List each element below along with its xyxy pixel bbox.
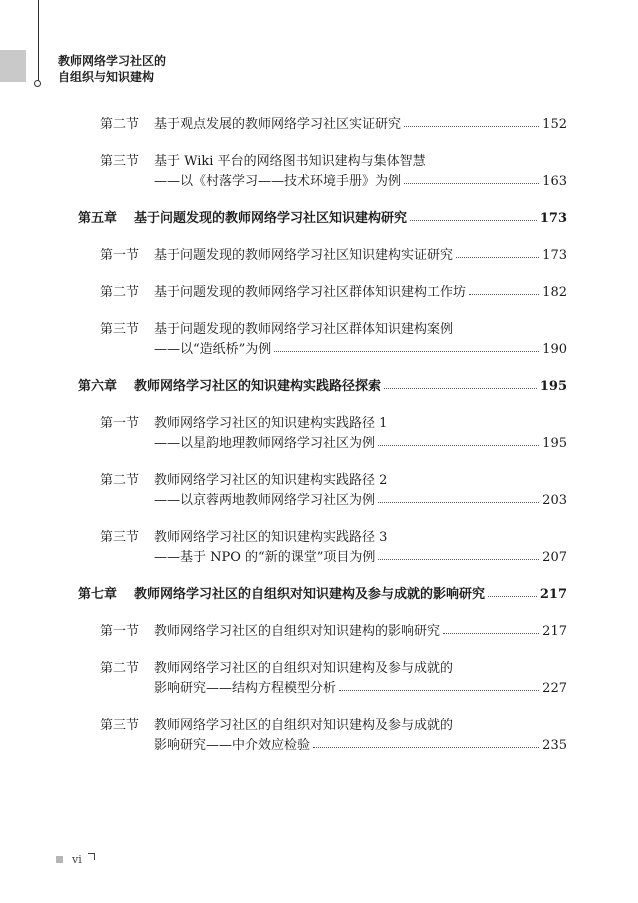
- toc-page-number: 190: [542, 342, 567, 357]
- toc-entry-title: 教师网络学习社区的知识建构实践路径 2: [154, 473, 388, 488]
- toc-entry-label: 第三节: [100, 322, 140, 337]
- running-head-line-1: 教师网络学习社区的: [58, 54, 167, 68]
- toc-entry-title: 教师网络学习社区的自组织对知识建构及参与成就的影响研究: [134, 587, 486, 602]
- toc-entry-title: 基于问题发现的教师网络学习社区知识建构实证研究: [154, 248, 454, 263]
- toc-leader-dots: [443, 633, 539, 634]
- toc-section-entry: [78, 525, 567, 565]
- toc-leader-dots: [378, 445, 539, 446]
- toc-entry-label: 第三节: [100, 718, 140, 733]
- toc-leader-dots: [378, 559, 539, 560]
- toc-section-entry: [78, 656, 567, 696]
- running-head-line-2: 自组织与知识建构: [58, 70, 155, 84]
- toc-chapter-entry: [78, 374, 567, 394]
- toc-leader-dots: [456, 257, 539, 258]
- toc-chapter-entry: [78, 582, 567, 602]
- toc-section-entry: [78, 619, 567, 639]
- toc-page-number: 207: [542, 550, 567, 565]
- toc-leader-dots: [384, 388, 537, 389]
- toc-entry-title: 基于观点发展的教师网络学习社区实证研究: [154, 117, 402, 132]
- toc-entry-subtitle: ——以星韵地理教师网络学习社区为例: [154, 436, 376, 451]
- toc-page-number: 152: [542, 117, 567, 132]
- toc-entry-label: 第二节: [100, 661, 140, 676]
- toc-entry-title: 基于 Wiki 平台的网络图书知识建构与集体智慧: [154, 154, 426, 169]
- toc-page-number: 182: [542, 285, 567, 300]
- toc-entry-subtitle: 影响研究——结构方程模型分析: [154, 681, 337, 696]
- table-of-contents: [78, 112, 567, 770]
- toc-entry-label: 第一节: [100, 416, 140, 431]
- toc-entry-title: 教师网络学习社区的自组织对知识建构的影响研究: [154, 624, 441, 639]
- toc-entry-subtitle: ——以京蓉两地教师网络学习社区为例: [154, 493, 376, 508]
- toc-entry-title: 基于问题发现的教师网络学习社区群体知识建构案例: [154, 322, 454, 337]
- toc-entry-label: 第六章: [78, 379, 118, 394]
- toc-leader-dots: [469, 294, 539, 295]
- toc-leader-dots: [488, 596, 537, 597]
- toc-entry-label: 第二节: [100, 473, 140, 488]
- toc-page-number: 235: [542, 738, 567, 753]
- page-number: vi: [72, 853, 82, 866]
- toc-page-number: 203: [542, 493, 567, 508]
- toc-section-entry: [78, 468, 567, 508]
- toc-entry-title: 基于问题发现的教师网络学习社区群体知识建构工作坊: [154, 285, 467, 300]
- toc-entry-label: 第三节: [100, 154, 140, 169]
- toc-entry-title: 教师网络学习社区的自组织对知识建构及参与成就的: [154, 718, 454, 733]
- toc-entry-title: 教师网络学习社区的知识建构实践路径 3: [154, 530, 388, 545]
- toc-page-number: 217: [539, 587, 567, 602]
- toc-section-entry: [78, 149, 567, 189]
- footer-square-marker: [56, 856, 63, 863]
- toc-leader-dots: [274, 351, 539, 352]
- toc-entry-subtitle: ——以“造纸桥”为例: [154, 342, 272, 357]
- footer-corner-mark: [88, 853, 95, 860]
- toc-section-entry: [78, 411, 567, 451]
- toc-leader-dots: [404, 183, 539, 184]
- toc-section-entry: [78, 112, 567, 132]
- toc-entry-title: 教师网络学习社区的知识建构实践路径 1: [154, 416, 388, 431]
- toc-entry-subtitle: ——基于 NPO 的“新的课堂”项目为例: [154, 550, 376, 565]
- toc-leader-dots: [404, 126, 539, 127]
- toc-entry-label: 第三节: [100, 530, 140, 545]
- page-footer: [56, 853, 95, 866]
- toc-leader-dots: [339, 690, 539, 691]
- toc-section-entry: [78, 713, 567, 753]
- toc-leader-dots: [410, 220, 537, 221]
- toc-page-number: 195: [542, 436, 567, 451]
- running-head: [58, 53, 166, 85]
- toc-page-number: 227: [542, 681, 567, 696]
- toc-entry-label: 第五章: [78, 211, 118, 226]
- toc-leader-dots: [313, 747, 539, 748]
- toc-entry-label: 第二节: [100, 285, 140, 300]
- toc-section-entry: [78, 317, 567, 357]
- toc-entry-label: 第七章: [78, 587, 118, 602]
- toc-entry-label: 第一节: [100, 624, 140, 639]
- margin-rule-dot: [34, 80, 41, 87]
- toc-entry-title: 基于问题发现的教师网络学习社区知识建构研究: [134, 211, 408, 226]
- toc-page-number: 173: [542, 248, 567, 263]
- toc-page-number: 217: [542, 624, 567, 639]
- toc-chapter-entry: [78, 206, 567, 226]
- toc-page-number: 195: [539, 379, 567, 394]
- toc-entry-title: 教师网络学习社区的自组织对知识建构及参与成就的: [154, 661, 454, 676]
- toc-page-number: 163: [542, 174, 567, 189]
- toc-entry-subtitle: 影响研究——中介效应检验: [154, 738, 311, 753]
- toc-entry-label: 第一节: [100, 248, 140, 263]
- toc-page-number: 173: [539, 211, 567, 226]
- toc-entry-label: 第二节: [100, 117, 140, 132]
- toc-section-entry: [78, 243, 567, 263]
- toc-section-entry: [78, 280, 567, 300]
- toc-leader-dots: [378, 502, 539, 503]
- toc-entry-title: 教师网络学习社区的知识建构实践路径探索: [134, 379, 382, 394]
- side-tab-marker: [0, 50, 26, 82]
- toc-entry-subtitle: ——以《村落学习——技术环境手册》为例: [154, 174, 402, 189]
- margin-rule: [38, 0, 39, 82]
